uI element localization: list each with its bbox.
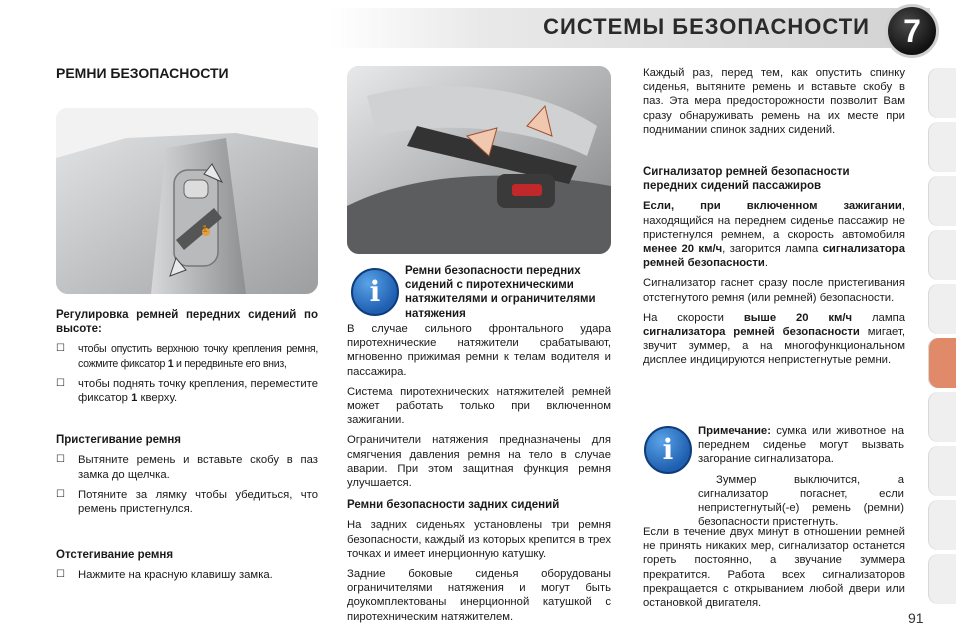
limiter-para: Ограничители натяжения предназначены для смягчения давления ремня на тело в случае аварии. При этом защитная функция ремня улучшается. — [347, 434, 611, 490]
chapter-tab[interactable] — [928, 122, 956, 172]
right-text-column — [643, 66, 905, 374]
warning-lamp-para-3: На скорости выше 20 км/ч лампа сигнализатора ремней безопасности мигает, звучит зуммер, а на многофункциональном дисплее индицируются непристегнутые ремни. — [643, 311, 905, 367]
middle-text-column — [347, 322, 611, 630]
info-heading-block — [405, 264, 611, 327]
photo-pillar-belt-adjuster — [56, 108, 318, 294]
bullet-icon: ☐ — [56, 488, 65, 500]
buckle-illustration — [347, 66, 611, 254]
chapter-tab[interactable] — [928, 230, 956, 280]
bullet-icon: ☐ — [56, 569, 65, 581]
fasten-heading: Пристегивание ремня — [56, 434, 181, 447]
left-text-column — [56, 308, 318, 589]
warning-lamp-para-1: Если, при включенном зажигании, находящийся на переднем сиденье пассажир не пристегнулся ремнем, а скорость автомобиля менее 20 км/ч, загорится лампа сигнализатора ремней безопасности. — [643, 200, 905, 270]
photo-label-1: 1 — [202, 224, 208, 235]
buzzer-off-para: Зуммер выключится, а сигнализатор погаснет, если непристегнутый(-е) ремень (ремни) безопасности пристегнуть. — [698, 473, 904, 529]
chapter-tab[interactable] — [928, 68, 956, 118]
unfasten-heading: Отстегивание ремня — [56, 549, 174, 562]
note-block — [698, 424, 904, 535]
height-bullet-1: ☐ чтобы опустить верхнюю точку крепления ремня, сожмите фиксатор 1 и передвиньте его вниз, — [56, 343, 318, 370]
chapter-tab[interactable] — [928, 284, 956, 334]
chapter-tab[interactable] — [928, 554, 956, 604]
chapter-number: 7 — [885, 4, 939, 58]
fasten-bullet-1: ☐ Вытяните ремень и вставьте скобу в паз замка до щелчка. — [56, 454, 318, 481]
chapter-tab[interactable] — [928, 392, 956, 442]
page-header — [0, 0, 960, 58]
chapter-tab[interactable] — [928, 500, 956, 550]
page-number: 91 — [908, 610, 924, 626]
pretensioner-heading: Ремни безопасности передних сидений с пиротехническими натяжителями и ограничителями натяжения — [405, 265, 596, 320]
bullet-icon: ☐ — [56, 454, 65, 466]
right-bottom-text — [643, 525, 905, 616]
chapter-tab[interactable] — [928, 176, 956, 226]
bullet-icon: ☐ — [56, 343, 65, 355]
folding-seat-para: Каждый раз, перед тем, как опустить спинку сиденья, вытяните ремень и вставьте скобу в паз. Эта мера предосторожности позволит Вам сразу обнаруживать ремень на их месте при поднимании спинок задних сидений. — [643, 67, 905, 136]
pretensioner-para-2: Система пиротехнических натяжителей ремней может работать только при включенном зажигании. — [347, 385, 611, 427]
warning-lamp-para-2: Сигнализатор гаснет сразу после пристегивания отстегнутого ремня (или ремней) безопасности. — [643, 277, 905, 304]
chapter-tab[interactable] — [928, 446, 956, 496]
chapter-tab-active[interactable] — [928, 338, 956, 388]
fasten-bullet-2: ☐ Потяните за лямку чтобы убедиться, что ремень пристегнулся. — [56, 488, 318, 516]
two-minutes-para: Если в течение двух минут в отношении ремней не принять никаких мер, сигнализатор останется гореть постоянно, а звучание зуммера прекратится. Работа всех сигнализаторов прекращается с открыванием любой двери или остановкой двигателя. — [643, 526, 905, 610]
bullet-icon: ☐ — [56, 377, 65, 389]
left-title-block — [56, 66, 316, 80]
page-heading: РЕМНИ БЕЗОПАСНОСТИ — [56, 65, 229, 81]
height-adjust-heading: Регулировка ремней передних сидений по высоте: — [56, 309, 318, 336]
rear-belts-para-2: Задние боковые сиденья оборудованы ограничителями натяжения и могут быть доукомплектованы инерционной катушкой с пиротехническим натяжителем. — [347, 568, 611, 623]
section-title: СИСТЕМЫ БЕЗОПАСНОСТИ — [543, 14, 870, 39]
rear-belts-para-1: На задних сиденьях установлены три ремня безопасности, каждый из которых крепится в трех точках и имеет инерционную катушку. — [347, 519, 611, 560]
chapter-tabs — [928, 68, 956, 628]
rear-belts-heading: Ремни безопасности задних сидений — [347, 499, 560, 512]
info-icon: i — [644, 426, 692, 474]
note-para: Примечание: сумка или животное на переднем сиденье могут вызвать загорание сигнализатора. — [698, 425, 904, 466]
height-bullet-2: ☐ чтобы поднять точку крепления, переместите фиксатор 1 кверху. — [56, 377, 318, 405]
photo-seatbelt-buckle — [347, 66, 611, 254]
unfasten-bullet-1: ☐ Нажмите на красную клавишу замка. — [56, 569, 273, 582]
pretensioner-para-1: В случае сильного фронтального удара пиротехнические натяжители срабатывают, мгновенно прижимая ремни к телам водителя и пассажира. — [347, 323, 611, 378]
info-icon: i — [351, 268, 399, 316]
pillar-illustration — [56, 108, 318, 294]
warning-lamp-heading: Сигнализатор ремней безопасности передних сидений пассажиров — [643, 166, 850, 193]
